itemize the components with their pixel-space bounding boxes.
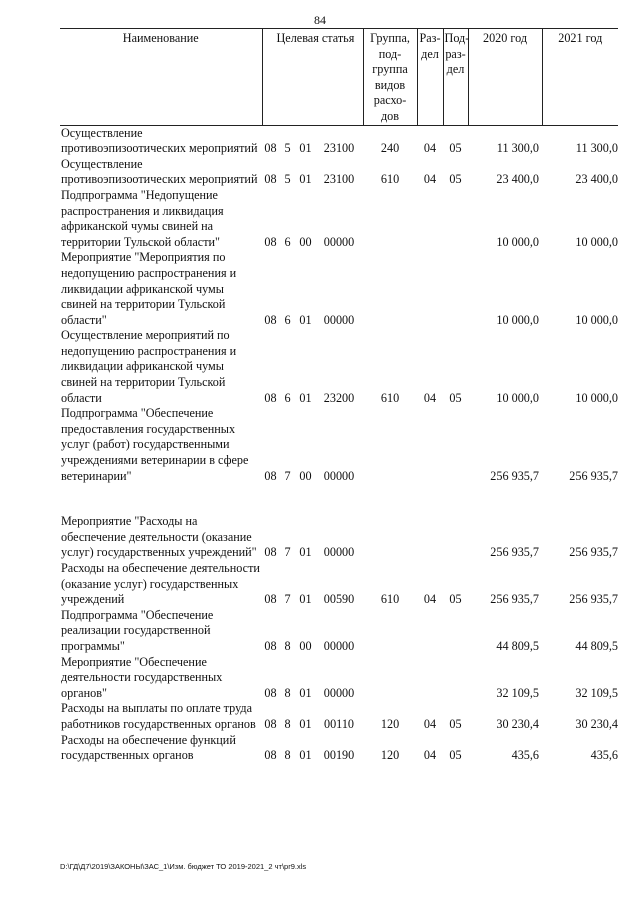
table-row — [60, 188, 618, 250]
section: 04 — [423, 748, 437, 763]
target-code-direction: 00000 — [323, 685, 355, 700]
amount-2021: 10 000,0 — [575, 390, 619, 405]
target-code-direction: 00000 — [323, 312, 355, 327]
expense-group — [363, 655, 417, 702]
target-code-subprogram: 6 — [284, 312, 291, 327]
table-row — [60, 328, 618, 406]
target-code-direction: 00000 — [323, 234, 355, 249]
target-code-subprogram: 6 — [284, 234, 291, 249]
amount-2021: 256 935,7 — [569, 592, 619, 607]
amount-2020: 435,6 — [511, 748, 540, 763]
target-code-subprogram: 8 — [284, 638, 291, 653]
target-code-program: 08 — [264, 312, 277, 327]
target-code-event: 01 — [299, 748, 312, 763]
expense-group: 120 — [380, 716, 400, 731]
header-year-2020: 2020 год — [468, 29, 542, 126]
row-name: Мероприятие "Мероприятия по недопущению распространения и ликвидации африканской чумы свиней на территории Тульской области" — [61, 250, 237, 327]
amount-2021: 11 300,0 — [575, 141, 619, 156]
header-group: Группа, под- группа видов расхо- дов — [363, 29, 417, 126]
target-code-subprogram: 7 — [284, 592, 291, 607]
table-row — [60, 406, 618, 484]
header-section: Раз- дел — [417, 29, 443, 126]
amount-2021: 256 935,7 — [569, 468, 619, 483]
target-code-program: 08 — [264, 390, 277, 405]
section: 04 — [423, 141, 437, 156]
header-target-article: Целевая статья — [262, 29, 363, 126]
row-name: Подпрограмма "Недопущение распространения и ликвидация африканской чумы свиней на территории Тульской области" — [61, 187, 224, 249]
subsection: 05 — [449, 172, 462, 187]
amount-2021: 435,6 — [590, 748, 619, 763]
file-path-footer: D:\ГД\Д7\2019\ЗАКОНЫ\ЗАС_1\Изм. бюджет ТО 2019-2021_2 чт\pr9.xls — [60, 862, 307, 871]
section — [417, 250, 443, 328]
target-code-program: 08 — [264, 592, 277, 607]
header-year-2021: 2021 год — [542, 29, 618, 126]
table-row — [60, 250, 618, 328]
section — [417, 188, 443, 250]
subsection: 05 — [449, 716, 462, 731]
amount-2021: 23 400,0 — [575, 172, 619, 187]
row-name: Мероприятие "Обеспечение деятельности государственных органов" — [61, 654, 223, 700]
expense-group: 610 — [380, 390, 400, 405]
target-code-direction: 00110 — [323, 716, 355, 731]
subsection: 05 — [449, 748, 462, 763]
table-row — [60, 514, 618, 561]
subsection: 05 — [449, 592, 462, 607]
row-name: Мероприятие "Расходы на обеспечение деятельности (оказание услуг) государственных учреждений" — [61, 514, 257, 560]
target-code-subprogram: 8 — [284, 716, 291, 731]
row-name: Подпрограмма "Обеспечение реализации государственной программы" — [61, 607, 214, 653]
target-code-subprogram: 8 — [284, 748, 291, 763]
subsection: 05 — [449, 390, 462, 405]
section: 04 — [423, 592, 437, 607]
target-code-program: 08 — [264, 141, 277, 156]
target-code-event: 01 — [299, 141, 312, 156]
amount-2020: 44 809,5 — [496, 638, 540, 653]
subsection — [443, 655, 468, 702]
amount-2020: 10 000,0 — [496, 312, 540, 327]
target-code-subprogram: 7 — [284, 468, 291, 483]
amount-2021: 10 000,0 — [575, 312, 619, 327]
amount-2020: 256 935,7 — [490, 592, 540, 607]
row-name: Расходы на обеспечение функций государственных органов — [61, 732, 236, 763]
row-name: Осуществление противоэпизоотических мероприятий — [61, 156, 258, 187]
target-code-direction: 23200 — [323, 390, 355, 405]
amount-2021: 30 230,4 — [575, 716, 619, 731]
row-name: Осуществление противоэпизоотических мероприятий — [61, 125, 258, 156]
section — [417, 608, 443, 655]
expense-group — [363, 250, 417, 328]
section: 04 — [423, 716, 437, 731]
target-code-direction: 00000 — [323, 545, 355, 560]
target-code-event: 01 — [299, 312, 312, 327]
target-code-direction: 00590 — [323, 592, 355, 607]
target-code-direction: 23100 — [323, 141, 355, 156]
subsection: 05 — [449, 141, 462, 156]
expense-group — [363, 514, 417, 561]
target-code-event: 00 — [299, 638, 312, 653]
table-header-row — [60, 29, 618, 126]
section — [417, 406, 443, 484]
row-name: Расходы на обеспечение деятельности (оказание услуг) государственных учреждений — [61, 561, 260, 607]
blank-cell — [60, 484, 618, 514]
target-code-program: 08 — [264, 716, 277, 731]
target-code-program: 08 — [264, 468, 277, 483]
page-number: 84 — [314, 13, 326, 27]
expense-group: 610 — [380, 172, 400, 187]
subsection — [443, 250, 468, 328]
target-code-direction: 00000 — [323, 468, 355, 483]
subsection — [443, 188, 468, 250]
subsection — [443, 514, 468, 561]
target-code-program: 08 — [264, 234, 277, 249]
target-code-event: 01 — [299, 685, 312, 700]
target-code-event: 01 — [299, 592, 312, 607]
target-code-program: 08 — [264, 748, 277, 763]
target-code-program: 08 — [264, 545, 277, 560]
amount-2020: 10 000,0 — [496, 390, 540, 405]
row-name: Осуществление мероприятий по недопущению распространения и ликвидации африканской чумы свиней на территории Тульской области — [61, 328, 237, 405]
target-code-program: 08 — [264, 172, 277, 187]
amount-2020: 11 300,0 — [496, 141, 540, 156]
target-code-event: 00 — [299, 468, 312, 483]
row-name: Расходы на выплаты по оплате труда работников государственных органов — [61, 701, 256, 731]
amount-2021: 10 000,0 — [575, 234, 619, 249]
expense-group — [363, 608, 417, 655]
subsection — [443, 608, 468, 655]
budget-table — [60, 28, 618, 764]
table-row — [60, 125, 618, 157]
amount-2021: 256 935,7 — [569, 545, 619, 560]
target-code-program: 08 — [264, 638, 277, 653]
target-code-subprogram: 5 — [284, 141, 291, 156]
amount-2020: 256 935,7 — [490, 545, 540, 560]
section: 04 — [423, 172, 437, 187]
target-code-direction: 23100 — [323, 172, 355, 187]
target-code-direction: 00000 — [323, 638, 355, 653]
row-name: Подпрограмма "Обеспечение предоставления государственных услуг (работ) государственными учреждениями ветеринарии в сфере ветеринарии" — [61, 406, 249, 483]
target-code-subprogram: 8 — [284, 685, 291, 700]
table-row — [60, 701, 618, 732]
expense-group: 240 — [380, 141, 400, 156]
target-code-event: 01 — [299, 390, 312, 405]
amount-2020: 30 230,4 — [496, 716, 540, 731]
table-row — [60, 608, 618, 655]
amount-2020: 10 000,0 — [496, 234, 540, 249]
amount-2021: 32 109,5 — [575, 685, 619, 700]
header-subsection: Под- раз- дел — [443, 29, 468, 126]
expense-group: 120 — [380, 748, 400, 763]
amount-2021: 44 809,5 — [575, 638, 619, 653]
table-row — [60, 561, 618, 608]
target-code-program: 08 — [264, 685, 277, 700]
target-code-subprogram: 5 — [284, 172, 291, 187]
section — [417, 514, 443, 561]
target-code-event: 01 — [299, 716, 312, 731]
blank-row — [60, 484, 618, 514]
target-code-subprogram: 6 — [284, 390, 291, 405]
target-code-event: 01 — [299, 172, 312, 187]
amount-2020: 32 109,5 — [496, 685, 540, 700]
target-code-subprogram: 7 — [284, 545, 291, 560]
table-row — [60, 157, 618, 188]
expense-group — [363, 188, 417, 250]
amount-2020: 256 935,7 — [490, 468, 540, 483]
target-code-direction: 00190 — [323, 748, 355, 763]
expense-group — [363, 406, 417, 484]
table-row — [60, 733, 618, 764]
table-row — [60, 655, 618, 702]
amount-2020: 23 400,0 — [496, 172, 540, 187]
target-code-event: 00 — [299, 234, 312, 249]
header-name: Наименование — [60, 29, 262, 126]
section — [417, 655, 443, 702]
subsection — [443, 406, 468, 484]
target-code-event: 01 — [299, 545, 312, 560]
expense-group: 610 — [380, 592, 400, 607]
section: 04 — [423, 390, 437, 405]
